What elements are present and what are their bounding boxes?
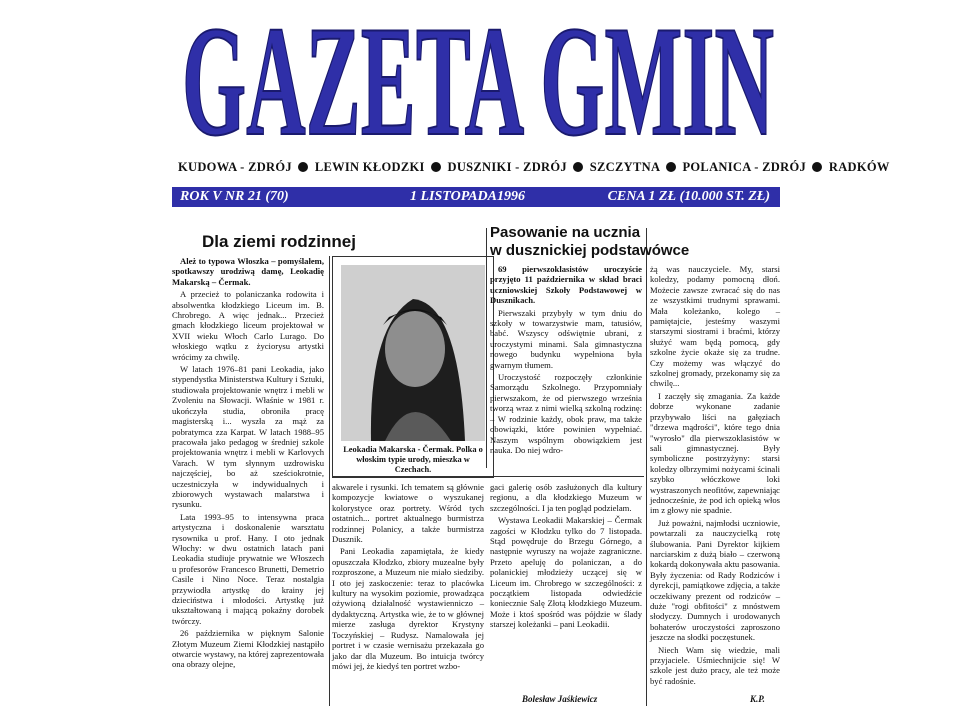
paragraph: Wystawa Leokadii Makarskiej – Čermak zagości w Kłodzku tylko do 7 listopada. Stąd powędruje do Brzegu Górnego, a następnie wyruszy na wojaże zagraniczne. Przeto apeluję do polaniczan, a do polanickiej młodzieży uczącej się w Liceum im. Chrobrego w szczególności: z początkiem listopada odwiedźcie koniecznie Salę Złotą kłodzkiego Muzeum. Może i ktoś spośród was pójdzie w ślady starszej koleżanki – pani Leokadii. — [490, 515, 642, 630]
paragraph: A przecież to polaniczanka rodowita i absolwentka kłodzkiego Liceum im. B. Chrobrego. A więc jednak... Przecież gmach kłodzkiego liceum projektował w XVII wieku Włoch Carlo Lurago. Do włoskiego wątku z życiorysu artystki wrócimy za chwilę. — [172, 289, 324, 362]
issue-volume: ROK V NR 21 (70) — [180, 189, 289, 204]
town: RADKÓW — [828, 160, 890, 174]
paragraph: Pani Leokadia zapamiętała, że kiedy opuszczała Kłodzko, zbiory muzealne były rozproszone, a Muzeum nie miało siedziby. I oto jej zaskoczenie: teraz to placówka kultury na wysokim poziomie, prowadząca ożywioną działalność wystawienniczo – dydaktyczną. Artystka wie, że to w głównej mierze zasługa dyrektor Krystyny Toczyńskiej – Rudysz. Namalowała jej portret i w czasie wernisażu przekazała go jako dar dla Muzeum. Bo intuicja twórcy mówi jej, że kiedyś ten portret wzbo- — [332, 546, 484, 671]
article2-headline — [490, 224, 780, 260]
article1-signature: Bolesław Jaśkiewicz — [522, 694, 598, 704]
paragraph: żą was nauczyciele. My, starsi koledzy, podamy pomocną dłoń. Możecie zawsze zwracać się do nas ze wszystkimi trudnymi sprawami. Mała koleżanko, kolego – pamiętajcie, jesteśmy waszymi starszymi siostrami i braćmi, którzy służyć wam będą pomocą, gdy szkolne życie okaże się za trudne. Czy możemy was włączyć do szkolnej gromady, przekonamy się za chwilę... — [650, 264, 780, 389]
page-body — [172, 214, 780, 712]
bullet-icon — [431, 162, 441, 172]
article1-col1 — [172, 256, 324, 672]
paragraph: Lata 1993–95 to intensywna praca artystyczna i doskonalenie warsztatu rysownika u prof. Hany. I oto jednak Włochy: w dwu ostatnich latach pani Leokadia studiuje prywatnie we Włoszech u profesorów Francesco Brunetti, Demetrio Casile i Nino Noce. Teraz nostalgia przywiodła artystkę do krainy jej dzieciństwa i młodości. Artystkę już ukształtowaną i mającą pokaźny dorobek twórczy. — [172, 511, 324, 626]
masthead-logo — [178, 12, 778, 160]
article1-headline: Dla ziemi rodzinnej — [202, 232, 356, 251]
bullet-icon — [812, 162, 822, 172]
town: SZCZYTNA — [589, 160, 660, 174]
paragraph: 26 października w pięknym Salonie Złotym Muzeum Ziemi Kłodzkiej nastąpiło otwarcie wystawy, na której zaprezentowała ona obrazy olejne, — [172, 628, 324, 670]
article2-col2 — [650, 264, 780, 688]
article1-lead: Ależ to typowa Włoszka – pomyślałem, spotkawszy urodziwą damę, Leokadię Makarską – Čermak. — [172, 256, 324, 287]
article2-headline-line: w dusznickiej podstawówce — [490, 242, 690, 259]
section-divider — [332, 476, 644, 477]
column-divider — [646, 228, 647, 706]
paragraph: Niech Wam się wiedzie, mali przyjaciele. Uśmiechnijcie się! W szkole jest dużo pracy, ale też może być radośnie. — [650, 644, 780, 686]
issue-band — [172, 187, 780, 207]
bullet-icon — [666, 162, 676, 172]
bullet-icon — [573, 162, 583, 172]
article2-headline-line: Pasowanie na ucznia — [490, 224, 641, 241]
article2-col1 — [490, 264, 642, 457]
paragraph: W latach 1976–81 pani Leokadia, jako stypendystka Ministerstwa Kultury i Sztuki, studiowała projektowanie wnętrz i mebli w Zvoleniu na Słowacji. Właśnie w 1981 r. ukończyła studia, obroniła pracę magisterską i... wyszła za mąż za pobratymca zza Karpat. W latach 1988–95 pracowała jako pedagog w średniej szkole projektowania wnętrz i mebli w Karlovych Varach. W tym słynnym uzdrowisku najczęściej, bo aż sześciokrotnie, uczestniczyła w indywidualnych i zbiorowych wystawach malarstwa i rysunku. — [172, 364, 324, 510]
article1-col3 — [490, 482, 642, 632]
issue-price: CENA 1 ZŁ (10.000 ST. ZŁ) — [607, 189, 770, 204]
issue-date: 1 LISTOPADA1996 — [410, 189, 525, 204]
town: LEWIN KŁODZKI — [314, 160, 425, 174]
article2-lead: 69 pierwszoklasistów uroczyście przyjęto 11 października w skład braci uczniowskiej Szkoły Podstawowej w Dusznikach. — [490, 264, 642, 306]
article1-col2 — [332, 482, 484, 673]
towns-line — [178, 160, 890, 175]
article2-signature: K.P. — [750, 694, 765, 704]
paragraph: gaci galerię osób zasłużonych dla kultury regionu, a dla kłodzkiego Muzeum w szczególności. I ja ten pogląd podzielam. — [490, 482, 642, 513]
masthead — [178, 12, 778, 160]
column-divider — [486, 228, 487, 468]
bullet-icon — [298, 162, 308, 172]
photo-caption: Leokadia Makarska - Čermak. Polka o włoskim typie urody, mieszka w Czechach. — [343, 445, 483, 474]
portrait-photo — [332, 256, 494, 478]
paragraph: akwarele i rysunki. Ich tematem są głównie kompozycje kwiatowe o wyszukanej kolorystyce oraz portrety. Wśród tych ostatnich... portret aktualnego burmistrza rodzinnej Polanicy, a także burmistrza Dusznik. — [332, 482, 484, 545]
paragraph: Uroczystość rozpoczęły członkinie Samorządu Szkolnego. Przypomniały pierwszakom, że od pierwszego września tworzą wraz z nimi wielką szkolną rodzinę: – W rodzinie każdy, obok praw, ma także obowiązki, które powinien wypełniać. Naszym wspólnym obowiązkiem jest nauka. Do niej wdro- — [490, 372, 642, 455]
paragraph: I zaczęły się zmagania. Za każde dobrze wykonane zadanie przybywało liści na gałęziach "drzewa mądrości", które tego dnia "wyrosło" dla pierwszoklasistów w sali gimnastycznej. Były symboliczne postrzyżyny: starsi koledzy olbrzymimi nożycami ścinali szybko włóczkowe loki wystraszonych neofitów, zapewniając jednocześnie, że pod ich opieką włos im z głowy nie spadnie. — [650, 390, 780, 516]
masthead-title: GAZETA GMIN — [182, 12, 774, 160]
column-divider — [329, 256, 330, 706]
paragraph: Pierwszaki przybyły w tym dniu do szkoły w towarzystwie mam, tatusiów, babć. Wszyscy odświętnie ubrani, z uroczystymi minami. Sala gimnastyczna nowego budynku wypełniona była gwarnym tłumem. — [490, 307, 642, 370]
town: DUSZNIKI - ZDRÓJ — [447, 160, 567, 174]
portrait-image — [341, 265, 485, 441]
town: KUDOWA - ZDRÓJ — [178, 160, 292, 174]
paragraph: Już poważni, najmłodsi uczniowie, powtarzali za nauczycielką rotę ślubowania. Pani Dyrektor kijkiem narciarskim z dużą biało – czerwoną kokardą dokonywała aktu pasowania. Były życzenia: od Rady Rodziców i dyrekcji, pamiątkowe zdjęcia, a także oczekiwany prezent od rodziców – duże "rogi obfitości" z mnóstwem słodyczy. Dumnych i urodowanych bohaterów uroczystości zaproszono jeszcze na słodki poczęstunek. — [650, 517, 780, 643]
town: POLANICA - ZDRÓJ — [682, 160, 807, 174]
